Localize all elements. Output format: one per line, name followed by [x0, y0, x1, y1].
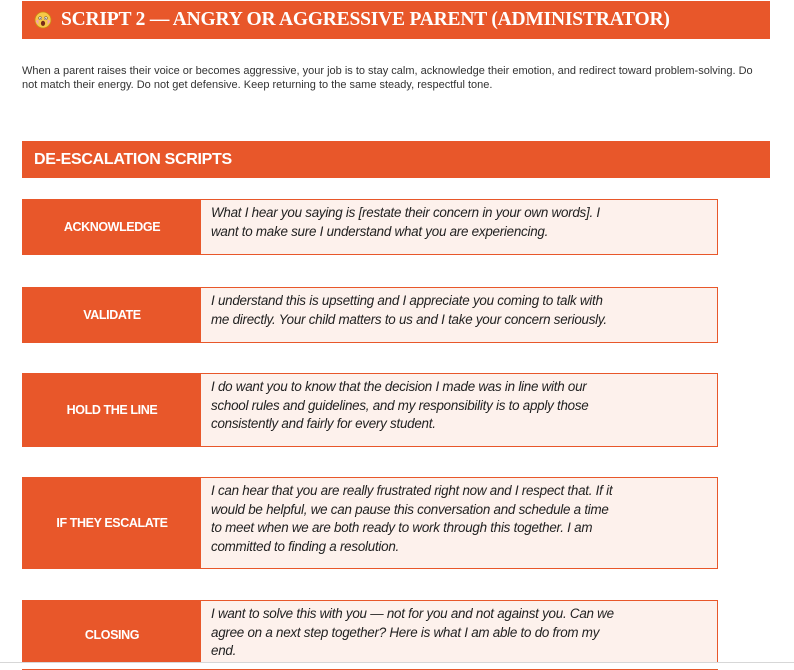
script-row-hold-the-line — [22, 373, 718, 447]
script-text: I want to solve this with you — not for you and not against you. Can we agree on a next step together? Here is what I am able to do from my end. — [201, 601, 717, 669]
script-text: I understand this is upsetting and I appreciate you coming to talk with me directly. Your child matters to us and I take your concern seriously. — [201, 288, 717, 342]
script-row-validate — [22, 287, 718, 343]
script-label: IF THEY ESCALATE — [23, 478, 201, 568]
script-text: I can hear that you are really frustrated right now and I respect that. If it would be helpful, we can pause this conversation and schedule a time to meet when we are both ready to work through this together. I am committed to finding a resolution. — [201, 478, 717, 568]
script-row-acknowledge — [22, 199, 718, 255]
script-label: HOLD THE LINE — [23, 374, 201, 446]
script-label: VALIDATE — [23, 288, 201, 342]
script-row-if-they-escalate — [22, 477, 718, 569]
script-label: ACKNOWLEDGE — [23, 200, 201, 254]
section-banner — [22, 141, 770, 178]
title-banner — [22, 1, 770, 39]
script-row-closing — [22, 600, 718, 670]
screaming-face-icon — [34, 11, 52, 29]
script-label: CLOSING — [23, 601, 201, 669]
page-title: SCRIPT 2 — ANGRY OR AGGRESSIVE PARENT (ADMINISTRATOR) — [61, 9, 670, 30]
script-text: What I hear you saying is [restate their concern in your own words]. I want to make sure I understand what you are experiencing. — [201, 200, 717, 254]
section-title: DE-ESCALATION SCRIPTS — [34, 150, 232, 168]
intro-paragraph: When a parent raises their voice or becomes aggressive, your job is to stay calm, acknowledge their emotion, and redirect toward problem-solving. Do not match their energy. Do not get defensive. Keep returning to the same steady, respectful tone. — [22, 65, 753, 91]
script-text: I do want you to know that the decision I made was in line with our school rules and guidelines, and my responsibility is to apply those consistently and fairly for every student. — [201, 374, 717, 446]
